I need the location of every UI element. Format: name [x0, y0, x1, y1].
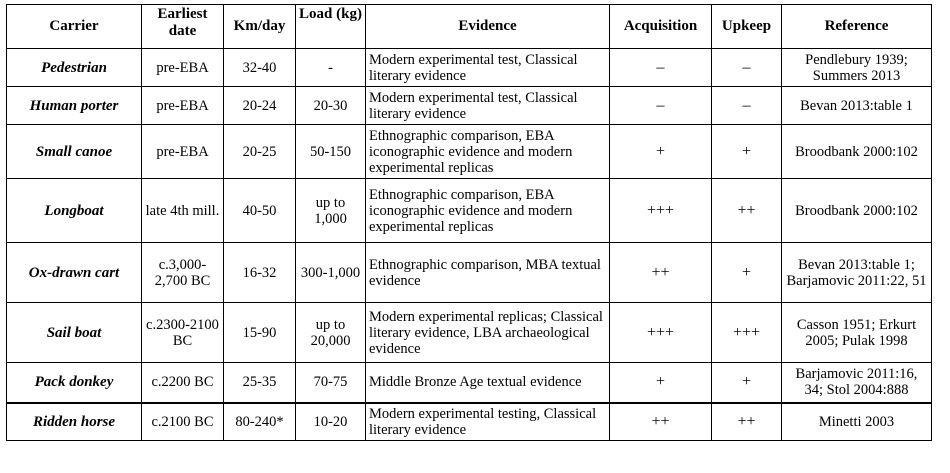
load-cell: 50-150: [296, 125, 366, 179]
upkeep-cell: –: [712, 49, 782, 87]
upkeep-cell: +: [712, 363, 782, 403]
header-reference: Reference: [782, 5, 932, 49]
date-cell: c.3,000-2,700 BC: [142, 243, 224, 303]
load-cell: up to 20,000: [296, 303, 366, 363]
transport-table-container: [6, 4, 932, 441]
acquisition-cell: ++: [610, 403, 712, 441]
date-cell: c.2300-2100 BC: [142, 303, 224, 363]
date-cell: late 4th mill.: [142, 179, 224, 243]
load-cell: 10-20: [296, 403, 366, 441]
header-row: [7, 5, 932, 49]
header-earliest-date: Earliest date: [142, 5, 224, 49]
evidence-cell: Ethnographic comparison, EBA iconographic evidence and modern experimental replicas: [366, 179, 610, 243]
km-cell: 20-24: [224, 87, 296, 125]
date-cell: pre-EBA: [142, 125, 224, 179]
reference-cell: Broodbank 2000:102: [782, 179, 932, 243]
km-cell: 16-32: [224, 243, 296, 303]
km-cell: 15-90: [224, 303, 296, 363]
upkeep-cell: +: [712, 243, 782, 303]
evidence-cell: Modern experimental testing, Classical literary evidence: [366, 403, 610, 441]
km-cell: 25-35: [224, 363, 296, 403]
load-cell: 70-75: [296, 363, 366, 403]
upkeep-cell: –: [712, 87, 782, 125]
transport-table: [6, 4, 932, 441]
acquisition-cell: +: [610, 363, 712, 403]
reference-cell: Minetti 2003: [782, 403, 932, 441]
acquisition-cell: +++: [610, 179, 712, 243]
km-cell: 20-25: [224, 125, 296, 179]
km-cell: 80-240*: [224, 403, 296, 441]
header-load: Load (kg): [296, 5, 366, 49]
load-cell: 300-1,000: [296, 243, 366, 303]
header-upkeep: Upkeep: [712, 5, 782, 49]
date-cell: pre-EBA: [142, 87, 224, 125]
km-cell: 32-40: [224, 49, 296, 87]
acquisition-cell: ++: [610, 243, 712, 303]
date-cell: pre-EBA: [142, 49, 224, 87]
load-cell: up to 1,000: [296, 179, 366, 243]
evidence-cell: Modern experimental replicas; Classical literary evidence, LBA archaeological evidence: [366, 303, 610, 363]
reference-cell: Bevan 2013:table 1; Barjamovic 2011:22, 51: [782, 243, 932, 303]
acquisition-cell: –: [610, 49, 712, 87]
carrier-cell: Longboat: [7, 179, 142, 243]
table-row: [7, 87, 932, 125]
reference-cell: Bevan 2013:table 1: [782, 87, 932, 125]
carrier-cell: Pedestrian: [7, 49, 142, 87]
header-km-day: Km/day: [224, 5, 296, 49]
reference-cell: Casson 1951; Erkurt 2005; Pulak 1998: [782, 303, 932, 363]
acquisition-cell: +: [610, 125, 712, 179]
evidence-cell: Modern experimental test, Classical literary evidence: [366, 49, 610, 87]
carrier-cell: Small canoe: [7, 125, 142, 179]
load-cell: -: [296, 49, 366, 87]
km-cell: 40-50: [224, 179, 296, 243]
carrier-cell: Sail boat: [7, 303, 142, 363]
carrier-cell: Human porter: [7, 87, 142, 125]
evidence-cell: Ethnographic comparison, MBA textual evidence: [366, 243, 610, 303]
upkeep-cell: +: [712, 125, 782, 179]
table-row: [7, 403, 932, 441]
upkeep-cell: ++: [712, 403, 782, 441]
reference-cell: Pendlebury 1939; Summers 2013: [782, 49, 932, 87]
upkeep-cell: +++: [712, 303, 782, 363]
evidence-cell: Ethnographic comparison, EBA iconographic evidence and modern experimental replicas: [366, 125, 610, 179]
table-row: [7, 243, 932, 303]
date-cell: c.2100 BC: [142, 403, 224, 441]
table-row: [7, 363, 932, 403]
carrier-cell: Ridden horse: [7, 403, 142, 441]
evidence-cell: Modern experimental test, Classical literary evidence: [366, 87, 610, 125]
reference-cell: Broodbank 2000:102: [782, 125, 932, 179]
table-row: [7, 125, 932, 179]
acquisition-cell: +++: [610, 303, 712, 363]
table-row: [7, 179, 932, 243]
acquisition-cell: –: [610, 87, 712, 125]
carrier-cell: Ox-drawn cart: [7, 243, 142, 303]
carrier-cell: Pack donkey: [7, 363, 142, 403]
reference-cell: Barjamovic 2011:16, 34; Stol 2004:888: [782, 363, 932, 403]
date-cell: c.2200 BC: [142, 363, 224, 403]
upkeep-cell: ++: [712, 179, 782, 243]
header-evidence: Evidence: [366, 5, 610, 49]
table-row: [7, 303, 932, 363]
table-row: [7, 49, 932, 87]
header-acquisition: Acquisition: [610, 5, 712, 49]
load-cell: 20-30: [296, 87, 366, 125]
evidence-cell: Middle Bronze Age textual evidence: [366, 363, 610, 403]
header-carrier: Carrier: [7, 5, 142, 49]
